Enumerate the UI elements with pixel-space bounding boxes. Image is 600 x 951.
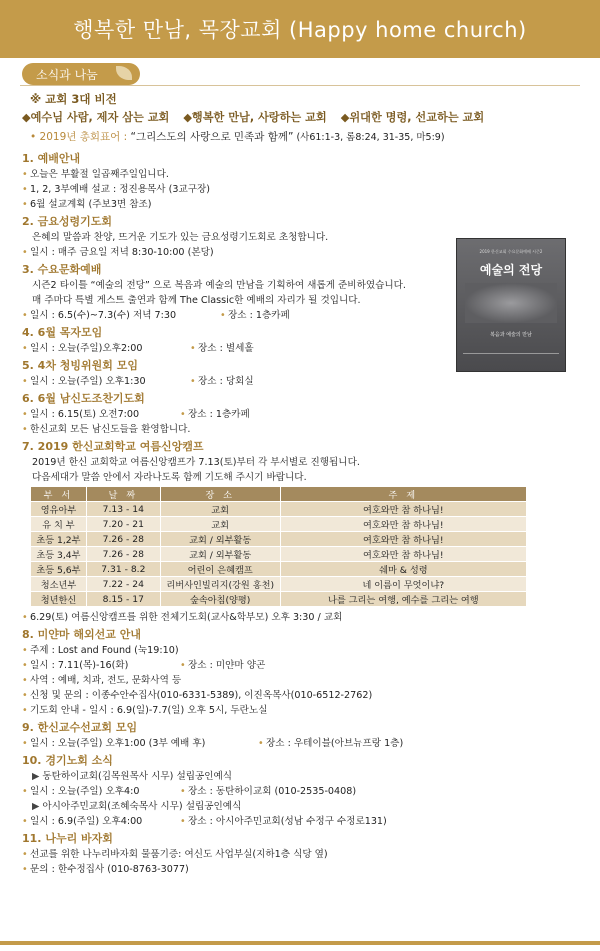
table-cell: 여호와만 참 하나님!: [280, 502, 526, 517]
bulletin-content: [22, 90, 586, 877]
table-cell: 교회 / 외부활동: [160, 547, 280, 562]
table-cell: 나를 그리는 여행, 예수를 그리는 여행: [280, 592, 526, 607]
triangle-right-icon: ▶: [32, 801, 40, 812]
section-title: 3. 수요문화예배: [22, 263, 102, 276]
list-item: [22, 374, 586, 389]
table-cell: 7.13 - 14: [86, 502, 160, 517]
list-item: • 1, 2, 3부예배 설교 : 정진용목사 (3교구장): [22, 182, 586, 197]
book-top-text: 2019 한신교회 수요문화예배 시즌2: [479, 249, 543, 254]
table-cell: 8.15 - 17: [86, 592, 160, 607]
section-intro: 매 주마다 특별 게스트 출연과 함께 The Classic한 예배의 자리가 될 것입니다.: [32, 295, 361, 306]
table-cell: 7.31 - 8.2: [86, 562, 160, 577]
place-text: • 장소 : 미얀마 양곤: [180, 658, 265, 673]
list-item: • 기도회 안내 - 일시 : 6.9(일)-7.7(일) 오후 5시, 두란노실: [22, 703, 586, 718]
list-item: • 일시 : 매주 금요일 저녁 8:30-10:00 (본당): [22, 245, 586, 260]
section-title: 4. 6월 목자모임: [22, 326, 103, 339]
table-cell: 교회 / 외부활동: [160, 532, 280, 547]
table-row: [31, 592, 527, 607]
section-title: 5. 4차 청빙위원회 모임: [22, 359, 138, 372]
vision-list: [22, 108, 586, 128]
footer-bar: [0, 941, 600, 945]
date-text: 일시 : 오늘(주일)오후2:00: [30, 343, 143, 354]
date-text: 일시 : 6.5(수)~7.3(수) 저녁 7:30: [30, 310, 177, 321]
triangle-right-icon: ▶: [32, 771, 40, 782]
divider: [20, 85, 580, 86]
list-item: • 6.29(토) 여름신앙캠프를 위한 전체기도회(교사&학부모) 오후 3:30 / 교회: [22, 610, 586, 625]
section-title: 8. 미얀마 해외선교 안내: [22, 628, 141, 641]
list-item: • 사역 : 예배, 치과, 전도, 문화사역 등: [22, 673, 586, 688]
table-row: [31, 517, 527, 532]
list-item: [22, 736, 586, 751]
event-name: 아시아주민교회(조혜숙목사 시무) 설립공인예식: [42, 801, 242, 812]
vision-item: ◆예수님 사람, 제자 삼는 교회: [22, 111, 170, 124]
date-text: 일시 : 오늘(주일) 오후1:30: [30, 376, 146, 387]
column-header: 부 서: [31, 487, 87, 502]
list-item: [22, 407, 586, 422]
table-cell: 유 치 부: [31, 517, 87, 532]
section-intro: 시즌2 타이틀 “예술의 전당” 으로 복음과 예술의 만남을 기획하여 새롭게 준비하였습니다.: [32, 280, 406, 291]
vision-item: ◆행복한 만남, 사랑하는 교회: [183, 111, 327, 124]
list-item: • 문의 : 한수정집사 (010-8763-3077): [22, 862, 586, 877]
list-item: [22, 799, 586, 814]
section-title: 6. 6월 남신도조찬기도회: [22, 392, 145, 405]
list-item: • 6월 설교계획 (주보3면 참조): [22, 197, 586, 212]
event-name: 동탄하이교회(김목원목사 시무) 설립공인예식: [42, 771, 233, 782]
page-header: [0, 0, 600, 58]
list-item: [22, 769, 586, 784]
table-cell: 리버사인빌리지(강원 홍천): [160, 577, 280, 592]
place-text: • 장소 : 1층카페: [220, 308, 290, 323]
section-tab: [22, 63, 140, 85]
vision-item: ◆위대한 명령, 선교하는 교회: [340, 111, 485, 124]
list-item: • 주제 : Lost and Found (눅19:10): [22, 643, 586, 658]
section-intro: 2019년 한신 교회학교 여름신앙캠프가 7.13(토)부터 각 부서별로 진행됩니다.: [32, 457, 360, 468]
table-cell: 7.26 - 28: [86, 547, 160, 562]
table-cell: 여호와만 참 하나님!: [280, 532, 526, 547]
table-cell: 초등 1,2부: [31, 532, 87, 547]
table-cell: 초등 5,6부: [31, 562, 87, 577]
place-text: • 장소 : 1층카페: [180, 407, 250, 422]
table-row: [31, 562, 527, 577]
table-row: [31, 532, 527, 547]
page-title: 행복한 만남, 목장교회 (Happy home church): [73, 18, 527, 42]
section-title: 11. 나누리 바자회: [22, 832, 113, 845]
motto-ref: (사61:1-3, 롬8:24, 31-35, 마5:9): [293, 132, 445, 143]
table-cell: 영유아부: [31, 502, 87, 517]
date-text: 일시 : 6.15(토) 오전7:00: [30, 409, 140, 420]
date-text: 일시 : 오늘(주일) 오후1:00 (3부 예배 후): [30, 738, 206, 749]
section-title: 9. 한신교수선교회 모임: [22, 721, 138, 734]
list-item: [22, 308, 586, 323]
list-item: [22, 784, 586, 799]
date-text: 일시 : 7.11(목)-16(화): [30, 660, 129, 671]
table-cell: 여호와만 참 하나님!: [280, 547, 526, 562]
section-intro: 은혜의 말씀과 찬양, 뜨거운 기도가 있는 금요성령기도회로 초청합니다.: [32, 232, 329, 243]
table-cell: 초등 3,4부: [31, 547, 87, 562]
place-text: • 장소 : 아시아주민교회(성남 수정구 수정로131): [180, 814, 387, 829]
leaf-icon: [116, 66, 132, 80]
column-header: 날 짜: [86, 487, 160, 502]
table-cell: 교회: [160, 502, 280, 517]
list-item: • 선교를 위한 나누리바자회 물품기증: 여신도 사업부실(지하1층 식당 옆): [22, 847, 586, 862]
section-title: 10. 경기노회 소식: [22, 754, 113, 767]
place-text: • 장소 : 동탄하이교회 (010-2535-0408): [180, 784, 356, 799]
place-text: • 장소 : 별세홀: [190, 341, 254, 356]
section-intro: 다음세대가 말씀 안에서 자라나도록 함께 기도해 주시기 바랍니다.: [32, 472, 307, 483]
place-text: • 장소 : 당회실: [190, 374, 254, 389]
list-item: • 오늘은 부활절 일곱째주일입니다.: [22, 167, 586, 182]
list-item: • 한신교회 모든 남신도들을 환영합니다.: [22, 422, 586, 437]
table-row: [31, 547, 527, 562]
table-cell: 어린이 은혜캠프: [160, 562, 280, 577]
section-title: 2. 금요성령기도회: [22, 215, 113, 228]
book-subtitle: 복음과 예술의 만남: [490, 332, 532, 338]
section-title: 1. 예배안내: [22, 152, 81, 165]
table-header-row: [31, 487, 527, 502]
list-item: [22, 341, 586, 356]
table-cell: 네 이름이 무엇이냐?: [280, 577, 526, 592]
table-cell: 청소년부: [31, 577, 87, 592]
table-cell: 7.26 - 28: [86, 532, 160, 547]
list-item: • 신청 및 문의 : 이종수안수집사(010-6331-5389), 이진옥목사(010-6512-2762): [22, 688, 586, 703]
table-cell: 7.20 - 21: [86, 517, 160, 532]
date-text: 일시 : 오늘(주일) 오후4:0: [30, 786, 140, 797]
book-title: 예술의 전당: [479, 263, 543, 277]
table-cell: 쉐마 & 성령: [280, 562, 526, 577]
table-cell: 7.22 - 24: [86, 577, 160, 592]
motto: [30, 128, 586, 146]
column-header: 주 제: [280, 487, 526, 502]
motto-text: “그리스도의 사랑으로 민족과 함께”: [127, 131, 294, 143]
table-cell: 교회: [160, 517, 280, 532]
section-title: 7. 2019 한신교회학교 여름신앙캠프: [22, 440, 204, 453]
table-cell: 숲속아침(양평): [160, 592, 280, 607]
table-cell: 청년한신: [31, 592, 87, 607]
place-text: • 장소 : 우테이블(아브뉴프랑 1층): [258, 736, 403, 751]
vision-title: ※ 교회 3대 비전: [30, 92, 117, 106]
list-item: [22, 814, 586, 829]
motto-label: • 2019년 총회표어 :: [30, 131, 128, 143]
table-row: [31, 577, 527, 592]
table-cell: 여호와만 참 하나님!: [280, 517, 526, 532]
list-item: [22, 658, 586, 673]
table-row: [31, 502, 527, 517]
section-tab-label: 소식과 나눔: [36, 68, 98, 82]
column-header: 장 소: [160, 487, 280, 502]
camp-table: [30, 486, 527, 607]
date-text: 일시 : 6.9(주일) 오후4:00: [30, 816, 143, 827]
